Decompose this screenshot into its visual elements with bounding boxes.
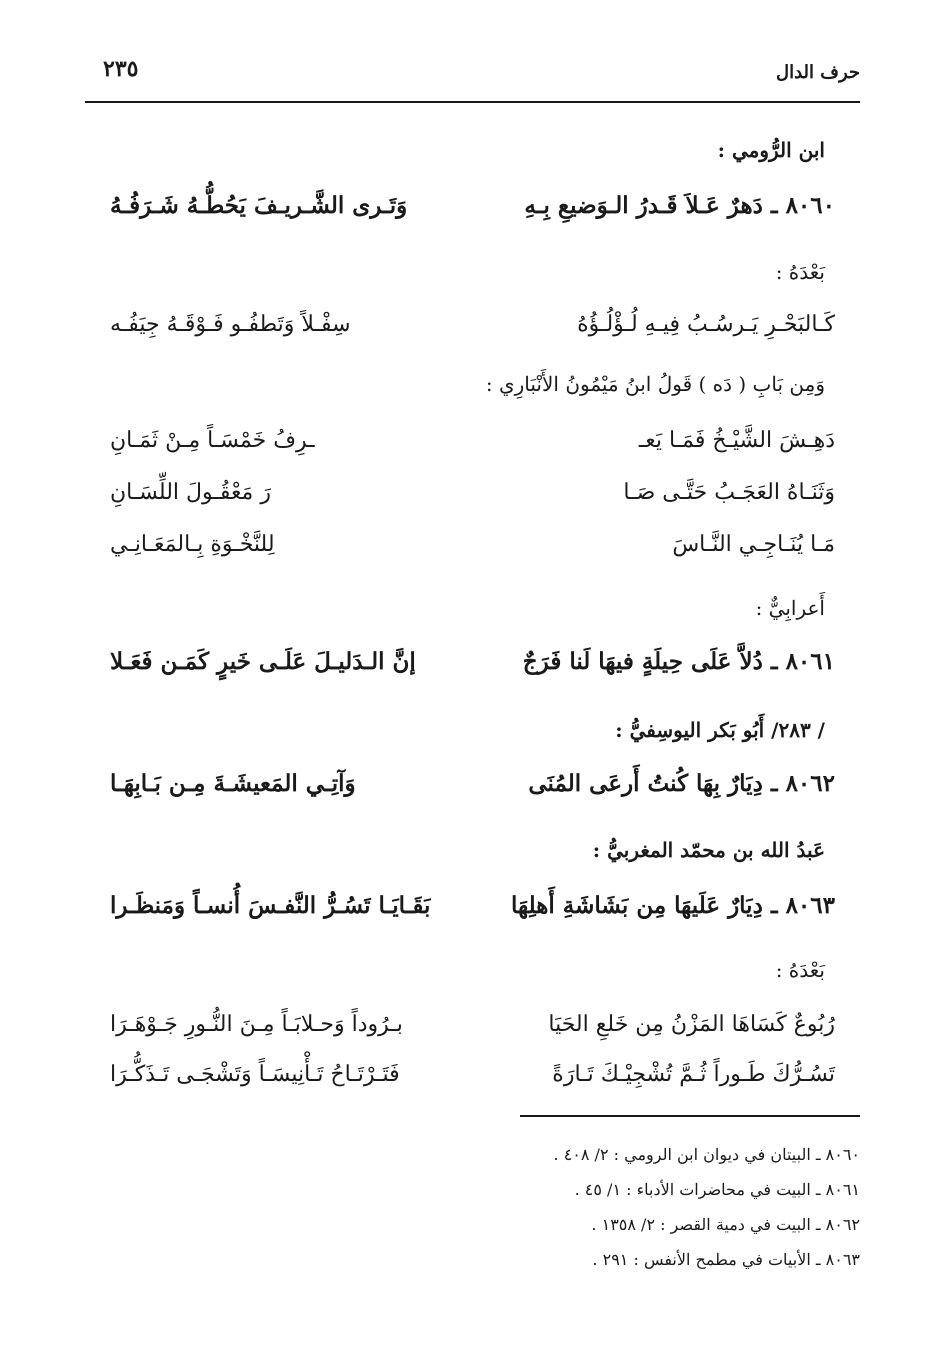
verse-first-hemistich: رُبُوعٌ كَسَاهَا المَزْنُ مِن خَلعِ الحَيَا	[548, 1012, 835, 1037]
page-number: ٢٣٥	[103, 56, 139, 82]
verse-line	[110, 312, 835, 352]
subsequent-label: بَعْدَهُ :	[775, 958, 825, 982]
verse-second-hemistich: فَتَـرْتَـاحُ تَـأْنِيسَـاً وَتَشْجَـى تَـذَكُّـرَا	[110, 1062, 400, 1087]
prose-intro: وَمِن بَابِ ( دَه ) قَولُ ابنُ مَيْمُونُ الأَنْبَارِي :	[485, 372, 825, 396]
poet-intro: أَعرابِيٌّ :	[755, 596, 825, 620]
verse-second-hemistich: ـرِفُ خَمْسَـاً مِـنْ ثَمَـانِ	[110, 428, 315, 453]
verse-second-hemistich: وَتَـرى الشَّـريـفَ يَحُطُّـهُ شَـرَفُـهُ	[110, 192, 408, 219]
verse-first-hemistich: ٨٠٦١ ـ دُلاَّ عَلَى حِيلَةٍ فيهَا لَنا فَرَجٌ	[522, 648, 835, 675]
poet-intro: / ٢٨٣/ أَبُو بَكر اليوسِفيُّ :	[615, 718, 825, 742]
verse-line	[110, 192, 835, 232]
verse-first-hemistich: مَـا يُنَـاجِـي النَّـاسَ	[672, 532, 835, 557]
verse-first-hemistich: ٨٠٦٣ ـ دِيَارٌ عَلَيهَا مِن بَشَاشَةِ أَهلِهَا	[511, 892, 835, 919]
verse-second-hemistich: بـرُوداً وَحـلابَـاً مِـنَ النُّـورِ جَـوْهَـرَا	[110, 1012, 403, 1037]
footnote: ٨٠٦٠ ـ البيتان في ديوان ابن الرومي : ٢/ ٤٠٨ .	[553, 1145, 860, 1164]
poet-intro: عَبدُ الله بن محمّد المغربيُّ :	[592, 838, 825, 862]
verse-second-hemistich: لِلنَّخْـوَةِ بِـالمَعَـانِـي	[110, 532, 275, 557]
page-header	[85, 52, 860, 92]
verse-line	[110, 770, 835, 810]
footnote-rule	[520, 1115, 860, 1117]
verse-second-hemistich: إنَّ الـدَليـلَ عَلَـى خَيرٍ كَمَـن فَعَـلا	[110, 648, 416, 675]
verse-line	[110, 648, 835, 688]
subsequent-label: بَعْدَهُ :	[775, 260, 825, 284]
verse-line	[110, 1062, 835, 1102]
footnote: ٨٠٦٢ ـ البيت في دمية القصر : ٢/ ١٣٥٨ .	[591, 1215, 860, 1234]
verse-line	[110, 428, 835, 468]
verse-second-hemistich: بَقَـايَـا تَسُـرُّ النَّفـسَ أُنسـاً وَمَنظَـرا	[110, 892, 431, 919]
poet-intro: ابن الرُّومي :	[717, 138, 825, 162]
verse-first-hemistich: تَسُـرُّكَ طَـوراً ثُـمَّ تُشْجِيْـكَ تَـارَةً	[552, 1062, 835, 1087]
header-rule	[85, 101, 860, 103]
verse-first-hemistich: ٨٠٦٠ ـ دَهرٌ عَـلاَ قَـدرُ الـوَضيعِ بِـهِ	[524, 192, 835, 219]
verse-line	[110, 1012, 835, 1052]
verse-line	[110, 892, 835, 932]
verse-line	[110, 480, 835, 520]
verse-second-hemistich: وَآتِـي المَعيشَـةَ مِـن بَـابِهَـا	[110, 770, 356, 797]
footnote: ٨٠٦٣ ـ الأبيات في مطمح الأنفس : ٢٩١ .	[592, 1250, 860, 1269]
footnote: ٨٠٦١ ـ البيت في محاضرات الأدباء : ١/ ٤٥ .	[574, 1180, 860, 1199]
verse-first-hemistich: دَهِـشَ الشَّيْـخُ فَمَـا يَعـ	[638, 428, 835, 453]
verse-first-hemistich: ٨٠٦٢ ـ دِيَارٌ بِهَا كُنتُ أَرعَى المُنَى	[528, 770, 835, 797]
verse-second-hemistich: رَ مَعْقُـولَ اللِّسَـانِ	[110, 480, 271, 505]
verse-second-hemistich: سِفْـلاً وَتَطفُـو فَـوْقَـهُ جِيَفُـه	[110, 312, 351, 337]
verse-first-hemistich: وَثَنَـاهُ العَجَـبُ حَتَّـى صَـا	[623, 480, 835, 505]
verse-line	[110, 532, 835, 572]
verse-first-hemistich: كَـالبَحْـرِ يَـرسُـبُ فِيـهِ لُـؤْلُـؤُهُ	[577, 312, 835, 337]
chapter-title: حرف الدال	[776, 62, 860, 83]
